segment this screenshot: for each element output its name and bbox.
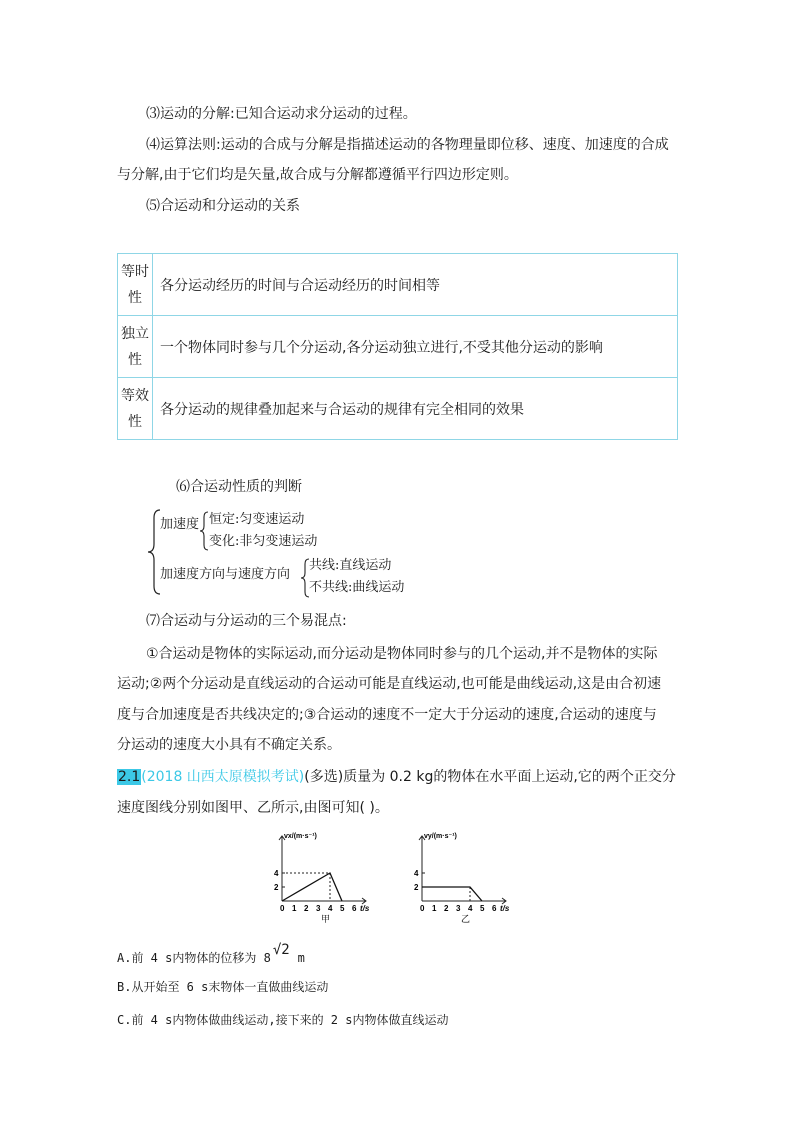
chart-jia [262, 826, 380, 926]
question-stem: (多选)质量为 0.2 kg的物体在水平面上运动,它的两个正交分 [304, 769, 676, 785]
table-key: 等时 性 [118, 254, 153, 316]
y-axis-label: vx/(m·s⁻¹) [284, 833, 317, 840]
option-c: C.前 4 s内物体做曲线运动,接下来的 2 s内物体做直线运动 [117, 1013, 449, 1027]
section-5: ⑸合运动和分运动的关系 [146, 198, 300, 214]
chart-caption: 甲 [321, 914, 331, 924]
chart-caption: 乙 [461, 914, 471, 924]
series-line [282, 873, 342, 901]
x-axis-label: t/s [360, 904, 370, 913]
relation-table [117, 253, 678, 440]
section-4-line1: ⑷运算法则:运动的合成与分解是指描述运动的各物理量即位移、速度、加速度的合成 [146, 137, 669, 153]
x-tick-label: 1 [292, 904, 297, 913]
section-6: ⑹合运动性质的判断 [176, 479, 302, 495]
table-key: 等效 性 [118, 378, 153, 440]
confusion-line3: 度与合加速度是否共线决定的;③合运动的速度不一定大于分运动的速度,合运动的速度与 [117, 707, 657, 723]
option-a: A.前 4 s内物体的位移为 8 √2 m [117, 942, 305, 965]
x-axis-label: t/s [500, 904, 510, 913]
x-tick-label: 4 [468, 904, 473, 913]
option-b: B.从开始至 6 s末物体一直做曲线运动 [117, 980, 329, 994]
y-tick-label: 2 [274, 883, 279, 892]
direction-collinear: 共线:直线运动 [309, 558, 392, 573]
y-axis-label: vy/(m·s⁻¹) [424, 833, 457, 840]
y-tick-label: 4 [414, 869, 419, 878]
question-stem-line2: 速度图线分别如图甲、乙所示,由图可知( )。 [117, 800, 389, 816]
x-tick-label: 2 [304, 904, 309, 913]
section-4-line2: 与分解,由于它们均是矢量,故合成与分解都遵循平行四边形定则。 [117, 167, 518, 183]
table-value: 各分运动的规律叠加起来与合运动的规律有完全相同的效果 [153, 378, 678, 440]
x-tick-label: 2 [444, 904, 449, 913]
confusion-line1: ①合运动是物体的实际运动,而分运动是物体同时参与的几个运动,并不是物体的实际 [146, 646, 658, 662]
chart-yi [402, 826, 520, 926]
accel-const: 恒定:匀变速运动 [209, 512, 305, 527]
sqrt-two: √2 [272, 942, 290, 958]
table-value: 一个物体同时参与几个分运动,各分运动独立进行,不受其他分运动的影响 [153, 316, 678, 378]
direction-noncollinear: 不共线:曲线运动 [309, 580, 405, 595]
direction-label: 加速度方向与速度方向 [160, 567, 291, 582]
section-3: ⑶运动的分解:已知合运动求分运动的过程。 [146, 106, 417, 122]
table-row [118, 316, 678, 378]
x-tick-label: 0 [420, 904, 425, 913]
x-tick-label: 4 [328, 904, 333, 913]
table-row [118, 378, 678, 440]
x-tick-label: 6 [352, 904, 357, 913]
x-tick-label: 3 [316, 904, 321, 913]
table-value: 各分运动经历的时间与合运动经历的时间相等 [153, 254, 678, 316]
question-source: (2018 山西太原模拟考试) [141, 769, 305, 785]
x-tick-label: 6 [492, 904, 497, 913]
y-tick-label: 4 [274, 869, 279, 878]
x-tick-label: 0 [280, 904, 285, 913]
confusion-line4: 分运动的速度大小具有不确定关系。 [117, 737, 341, 753]
accel-var: 变化:非匀变速运动 [209, 534, 318, 549]
y-tick-label: 2 [414, 883, 419, 892]
accel-label: 加速度 [160, 517, 200, 532]
series-line [422, 887, 482, 901]
table-key: 独立 性 [118, 316, 153, 378]
x-tick-label: 1 [432, 904, 437, 913]
x-tick-label: 3 [456, 904, 461, 913]
x-tick-label: 5 [340, 904, 345, 913]
x-tick-label: 5 [480, 904, 485, 913]
section-7: ⑺合运动与分运动的三个易混点: [146, 613, 347, 629]
question-number: 2.1 [118, 769, 141, 785]
confusion-line2: 运动;②两个分运动是直线运动的合运动可能是直线运动,也可能是曲线运动,这是由合初速 [117, 676, 662, 692]
question-stem-line1 [117, 767, 676, 787]
table-row [118, 254, 678, 316]
